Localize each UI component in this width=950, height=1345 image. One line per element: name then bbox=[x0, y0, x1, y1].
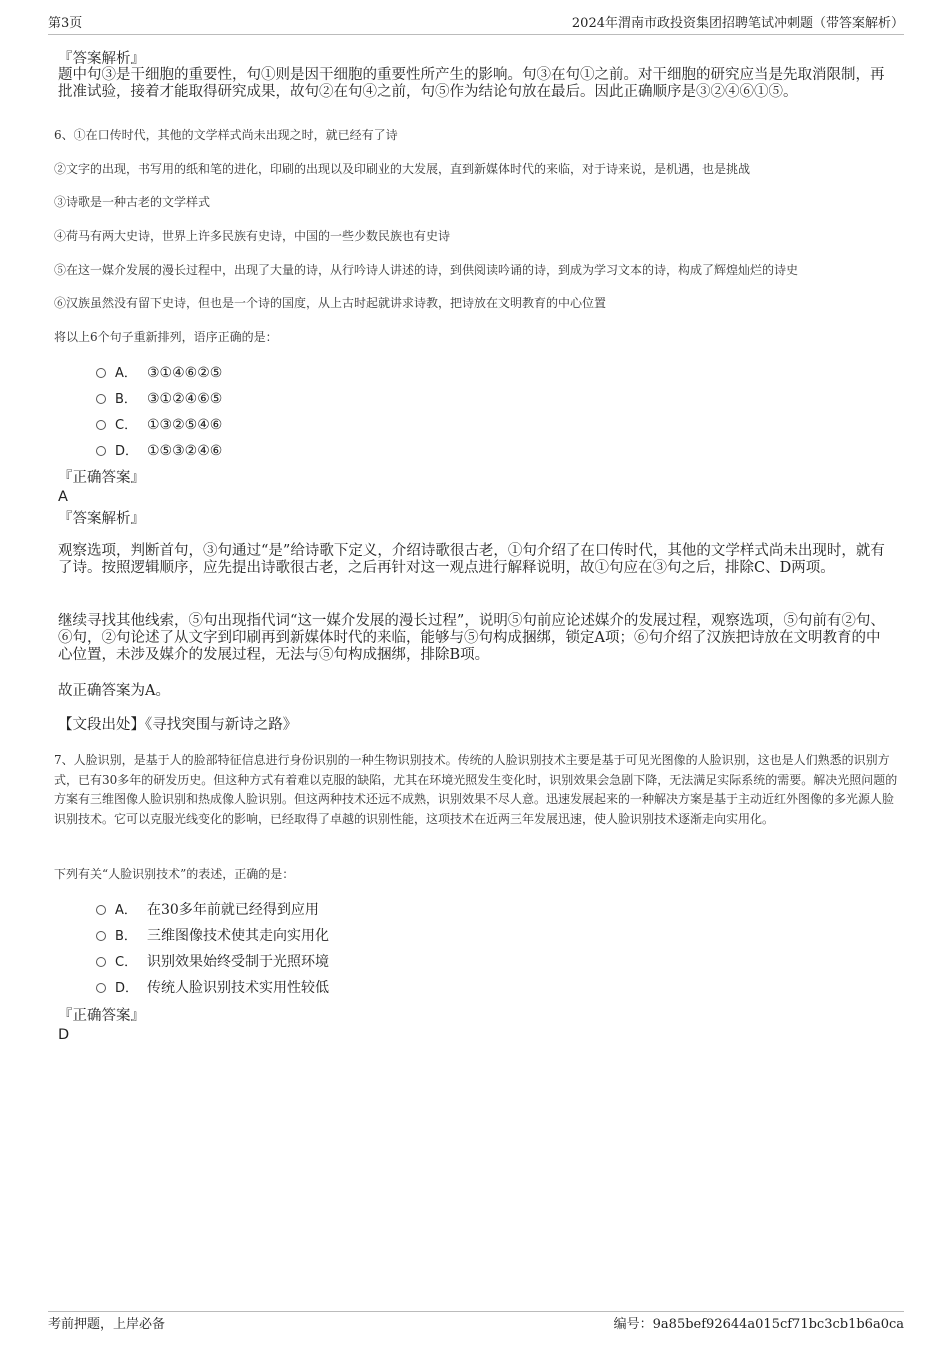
radio-button-icon[interactable] bbox=[96, 983, 106, 993]
q6-source: 【文段出处】《寻找突围与新诗之路》 bbox=[58, 717, 298, 733]
page-footer bbox=[48, 1311, 904, 1334]
q5-analysis-label: 『答案解析』 bbox=[58, 51, 145, 67]
q6-sentence-2: ②文字的出现，书写用的纸和笔的进化，印刷的出现以及印刷业的大发展，直到新媒体时代的来临，对于诗来说，是机遇，也是挑战 bbox=[54, 162, 751, 176]
radio-button-icon[interactable] bbox=[96, 394, 106, 404]
radio-button-icon[interactable] bbox=[96, 957, 106, 967]
q6-sentence-1: 6、①在口传时代，其他的文学样式尚未出现之时，就已经有了诗 bbox=[54, 128, 398, 142]
q5-analysis-text: 题中句③是干细胞的重要性，句①则是因干细胞的重要性所产生的影响。句③在句①之前。对干细胞的研究应当是先取消限制，再批准试验，接着才能取得研究成果，故句②在句④之前，句⑤作为结论句放在最后。因此正确顺序是③②④⑥①⑤。 bbox=[58, 67, 885, 100]
q6-answer-label: 『正确答案』 bbox=[58, 470, 145, 486]
q6-option-b[interactable]: B． ③①②④⑥⑤ bbox=[96, 389, 222, 409]
footer-slogan: 考前押题，上岸必备 bbox=[48, 1317, 166, 1332]
q7-prompt: 下列有关“人脸识别技术”的表述，正确的是： bbox=[54, 867, 295, 881]
q7-option-d[interactable]: D． 传统人脸识别技术实用性较低 bbox=[96, 978, 329, 998]
q6-sentence-5: ⑤在这一媒介发展的漫长过程中，出现了大量的诗，从行吟诗人讲述的诗，到供阅读吟诵的诗，到成为学习文本的诗，构成了辉煌灿烂的诗史 bbox=[54, 263, 799, 277]
q7-answer: D bbox=[58, 1027, 70, 1043]
radio-button-icon[interactable] bbox=[96, 905, 106, 915]
q6-analysis-paragraph-3: 故正确答案为A。 bbox=[58, 683, 170, 699]
document-id: 编号：9a85bef92644a015cf71bc3cb1b6a0ca bbox=[613, 1317, 904, 1332]
q7-passage: 7、人脸识别，是基于人的脸部特征信息进行身份识别的一种生物识别技术。传统的人脸识别技术主要是基于可见光图像的人脸识别，这也是人们熟悉的识别方式，已有30多年的研发历史。但这种方式有着难以克服的缺陷，尤其在环境光照发生变化时，识别效果会急剧下降，无法满足实际系统的需要。解决光照问题的方案有三维图像人脸识别和热成像人脸识别。但这两种技术还远不成熟，识别效果不尽人意。迅速发展起来的一种解决方案是基于主动近红外图像的多光源人脸识别技术。它可以克服光线变化的影响，已经取得了卓越的识别性能，这项技术在近两三年发展迅速，使人脸识别技术逐渐走向实用化。 bbox=[54, 753, 898, 826]
q6-sentence-3: ③诗歌是一种古老的文学样式 bbox=[54, 195, 211, 209]
q6-answer: A bbox=[58, 489, 68, 505]
q7-answer-label: 『正确答案』 bbox=[58, 1008, 145, 1024]
q6-analysis-paragraph-1: 观察选项，判断首句，③句通过“是”给诗歌下定义，介绍诗歌很古老，①句介绍了在口传时代，其他的文学样式尚未出现时，就有了诗。按照逻辑顺序，应先提出诗歌很古老，之后再针对这一观点进行解释说明，故①句应在③句之后，排除C、D两项。 bbox=[58, 543, 885, 576]
q6-analysis-paragraph-2: 继续寻找其他线索，⑤句出现指代词“这一媒介发展的漫长过程”，说明⑤句前应论述媒介的发展过程，观察选项，⑤句前有②句、⑥句，②句论述了从文字到印刷再到新媒体时代的来临，能够与⑤句构成捆绑，锁定A项；⑥句介绍了汉族把诗放在文明教育的中心位置，未涉及媒介的发展过程，无法与⑤句构成捆绑，排除B项。 bbox=[58, 613, 885, 663]
page-header bbox=[48, 14, 904, 35]
q6-sentence-4: ④荷马有两大史诗，世界上许多民族有史诗，中国的一些少数民族也有史诗 bbox=[54, 229, 451, 243]
q6-option-c[interactable]: C． ①③②⑤④⑥ bbox=[96, 415, 222, 435]
q6-option-d[interactable]: D． ①⑤③②④⑥ bbox=[96, 441, 222, 461]
q6-sentence-6: ⑥汉族虽然没有留下史诗，但也是一个诗的国度，从上古时起就讲求诗教，把诗放在文明教育的中心位置 bbox=[54, 296, 607, 310]
page-number: 第3页 bbox=[48, 16, 83, 31]
q7-option-c[interactable]: C． 识别效果始终受制于光照环境 bbox=[96, 952, 329, 972]
document-title: 2024年渭南市政投资集团招聘笔试冲刺题（带答案解析） bbox=[571, 16, 904, 31]
q6-prompt: 将以上6个句子重新排列，语序正确的是： bbox=[54, 330, 278, 344]
q6-analysis-label: 『答案解析』 bbox=[58, 511, 145, 527]
radio-button-icon[interactable] bbox=[96, 931, 106, 941]
q7-option-a[interactable]: A． 在30多年前就已经得到应用 bbox=[96, 900, 319, 920]
radio-button-icon[interactable] bbox=[96, 446, 106, 456]
q7-option-b[interactable]: B． 三维图像技术使其走向实用化 bbox=[96, 926, 329, 946]
radio-button-icon[interactable] bbox=[96, 420, 106, 430]
radio-button-icon[interactable] bbox=[96, 368, 106, 378]
q6-option-a[interactable]: A． ③①④⑥②⑤ bbox=[96, 363, 222, 383]
